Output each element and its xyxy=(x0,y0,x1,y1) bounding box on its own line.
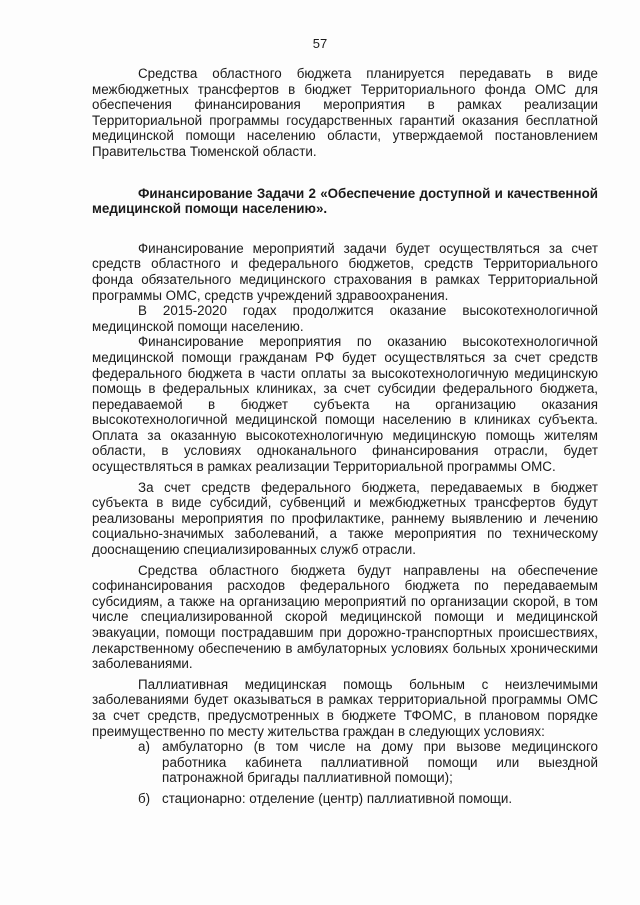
list-item xyxy=(92,791,598,807)
paragraph-budget-transfers: Средства областного бюджета планируется передавать в виде межбюджетных трансфертов в бюджет Территориального фонда ОМС для обеспечения финансирования мероприятия в рамках реализации Территориальной программы государственных гарантий оказания бесплатной медицинской помощи населению области, утверждаемой постановлением Правительства Тюменской области. xyxy=(92,66,598,159)
page-number: 57 xyxy=(312,36,328,51)
list-item xyxy=(92,739,598,786)
paragraph-palliative-care: Паллиативная медицинская помощь больным с неизлечимыми заболеваниями будет оказываться в рамках территориальной программы ОМС за счет средств, предусмотренных в бюджете ТФОМС, в плановом порядке преимущественно по месту жительства граждан в следующих условиях: xyxy=(92,676,598,739)
paragraph-regional-funds: Средства областного бюджета будут направлены на обеспечение софинансирования расходов федерального бюджета по передаваемым субсидиям, а также на организацию мероприятий по организации скорой, в том числе специализированной скорой медицинской помощи и медицинской эвакуации, помощи пострадавшим при дорожно-транспортных происшествиях, лекарственному обеспечению в амбулаторных условиях больных хроническими заболеваниями. xyxy=(92,562,598,672)
paragraph-high-tech-financing: Финансирование мероприятия по оказанию высокотехнологичной медицинской помощи гражданам РФ будет осуществляться за счет средств федерального бюджета в части оплаты за высокотехнологичную медицинскую помощь в федеральных клиниках, за счет субсидии федерального бюджета, передаваемой в бюджет субъекта на организацию оказания высокотехнологичной медицинской помощи населению в клиниках субъекта. Оплата за оказанную высокотехнологичную медицинскую помощь жителям области, в условиях одноканального финансирования отрасли, будет осуществляться в рамках реализации Территориальной программы ОМС. xyxy=(92,334,598,475)
list-marker: б) xyxy=(138,790,151,806)
section-heading-task-2: Финансирование Задачи 2 «Обеспечение доступной и качественной медицинской помощи населению». xyxy=(92,185,598,217)
paragraph-task-financing: Финансирование мероприятий задачи будет осуществляться за счет средств областного и федерального бюджетов, средств Территориального фонда обязательного медицинского страхования в рамках Территориальной программы ОМС, средств учреждений здравоохранения. xyxy=(92,240,598,303)
list-marker: а) xyxy=(138,739,150,755)
list-item-text: стационарно: отделение (центр) паллиативной помощи. xyxy=(162,790,513,806)
list-item-text: амбулаторно (в том числе на дому при вызове медицинского работника кабинета паллиативной помощи или выездной патронажной бригады паллиативной помощи); xyxy=(162,739,598,786)
paragraph-federal-funds: За счет средств федерального бюджета, передаваемых в бюджет субъекта в виде субсидий, субвенций и межбюджетных трансфертов будут реализованы мероприятия по профилактике, раннему выявлению и лечению социально-значимых заболеваний, а также мероприятия по техническому дооснащению специализированных служб отрасли. xyxy=(92,479,598,558)
document-body xyxy=(92,66,598,807)
paragraph-high-tech-care: В 2015-2020 годах продолжится оказание высокотехнологичной медицинской помощи населению. xyxy=(92,303,598,334)
